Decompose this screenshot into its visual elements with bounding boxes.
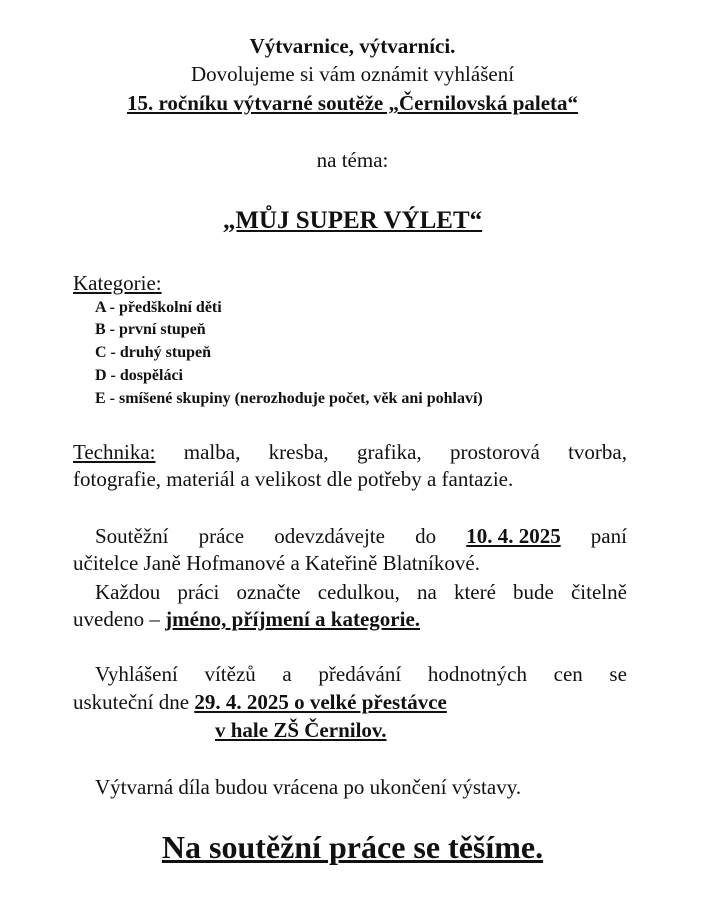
submission-word: práce <box>198 524 245 548</box>
submission-deadline: 10. 4. 2025 <box>466 524 561 548</box>
contest-title: 15. ročníku výtvarné soutěže „Černilovská paleta“ <box>126 91 579 115</box>
announcement-intro: Dovolujeme si vám oznámit vyhlášení <box>190 62 515 86</box>
submission-word: bude <box>513 580 554 604</box>
submission-word: čitelně <box>570 580 627 604</box>
announcement-word: Vyhlášení <box>95 662 178 686</box>
announcement-date: 29. 4. 2025 o velké přestávce <box>194 690 447 714</box>
technique-word: prostorová <box>449 440 540 464</box>
announcement-line-2-start: uskuteční dne <box>73 690 190 714</box>
category-item: E - smíšené skupiny (nerozhoduje počet, věk ani pohlaví) <box>95 390 483 407</box>
submission-word: Soutěžní <box>95 524 169 548</box>
technique-line-1 <box>73 440 627 464</box>
technique-word: kresba, <box>268 440 329 464</box>
category-item: D - dospěláci <box>95 367 183 384</box>
submission-line-3 <box>95 580 627 604</box>
categories-heading: Kategorie: <box>73 271 162 295</box>
submission-word: do <box>415 524 437 548</box>
submission-word: označte <box>236 580 301 604</box>
announcement-word: cen <box>553 662 583 686</box>
submission-line-1 <box>95 524 627 548</box>
technique-word: malba, <box>183 440 241 464</box>
submission-word: které <box>453 580 496 604</box>
announcement-line-2 <box>73 690 447 714</box>
announcement-word: a <box>282 662 292 686</box>
submission-word: paní <box>590 524 627 548</box>
submission-line-4 <box>73 607 420 631</box>
announcement-word: předávání <box>318 662 402 686</box>
category-item: C - druhý stupeň <box>95 344 212 361</box>
submission-word: Každou <box>95 580 161 604</box>
closing-message: Na soutěžní práce se těšíme. <box>161 829 544 865</box>
announcement-line-1 <box>95 662 627 686</box>
submission-line-2: učitelce Janě Hofmanové a Kateřině Blatníkové. <box>73 551 480 575</box>
technique-word: grafika, <box>356 440 422 464</box>
submission-word: cedulkou, <box>317 580 400 604</box>
greeting: Výtvarnice, výtvarníci. <box>249 34 456 58</box>
technique-line-2: fotografie, materiál a velikost dle potřeby a fantazie. <box>73 467 514 491</box>
submission-word: na <box>417 580 437 604</box>
announcement-word: vítězů <box>204 662 256 686</box>
category-item: B - první stupeň <box>95 321 206 338</box>
technique-label: Technika: <box>73 440 156 464</box>
announcement-word: hodnotných <box>427 662 527 686</box>
theme-title: „MŮJ SUPER VÝLET“ <box>222 207 483 234</box>
announcement-word: se <box>609 662 627 686</box>
announcement-place: v hale ZŠ Černilov. <box>215 718 387 742</box>
required-label-info: jméno, příjmení a kategorie. <box>165 607 421 631</box>
submission-line-4-start: uvedeno – <box>73 607 160 631</box>
category-item: A - předškolní děti <box>95 299 222 316</box>
submission-word: práci <box>177 580 220 604</box>
theme-intro: na téma: <box>316 148 389 172</box>
return-note: Výtvarná díla budou vrácena po ukončení výstavy. <box>95 775 522 799</box>
technique-word: tvorba, <box>568 440 627 464</box>
submission-word: odevzdávejte <box>274 524 385 548</box>
